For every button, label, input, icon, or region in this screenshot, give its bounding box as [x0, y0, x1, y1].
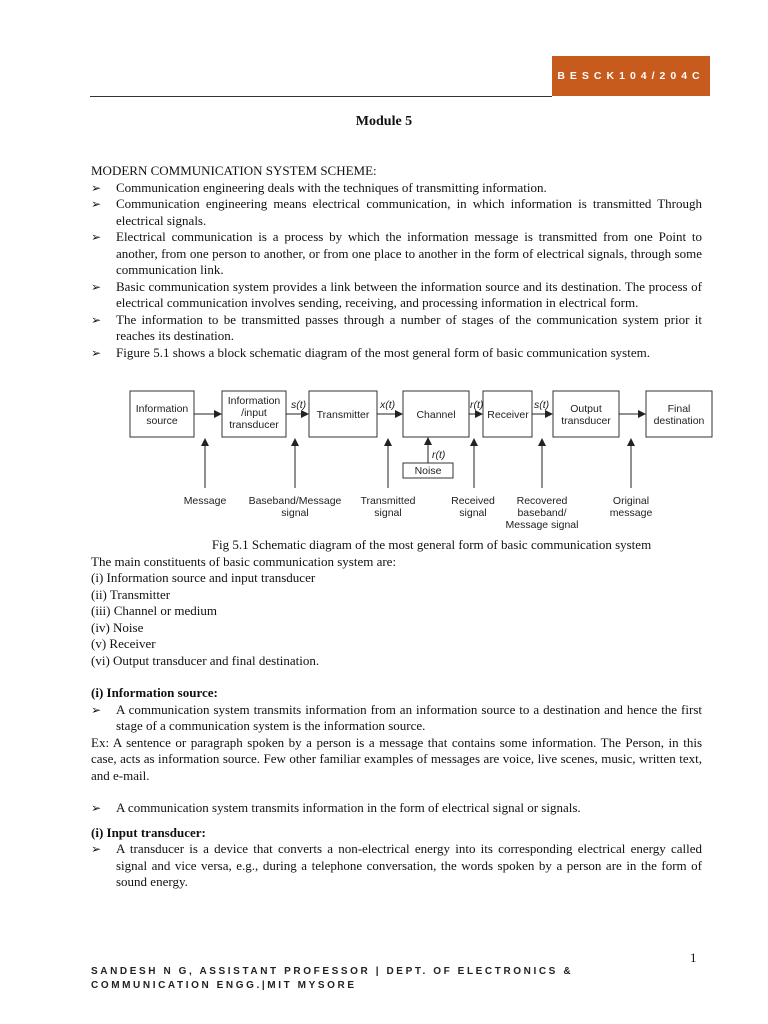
signal-label: s(t): [291, 399, 307, 411]
block-label: Final: [667, 403, 691, 415]
arrow-bullet-icon: ➢: [91, 180, 102, 195]
example-paragraph: Ex: A sentence or paragraph spoken by a person is a message that contains some information. The Person, in this case, acts as information source. Few other familiar examples of messages are voice, live scenes, music, written text, and e-mail.: [91, 734, 702, 783]
block-label: transducer: [561, 415, 611, 427]
bullet-item: ➢ A transducer is a device that converts a non-electrical energy into its corresponding electrical energy called signal and vice versa, e.g., during a telephone conversation, the words spoken by a person are in the form of sound energy.: [91, 841, 702, 889]
bottom-label: Message signal: [505, 519, 579, 531]
signal-label: s(t): [534, 399, 550, 411]
block-label: Channel: [416, 409, 456, 421]
section-heading: (i) Information source:: [91, 685, 218, 700]
course-code-badge: BESCK104/204C: [552, 56, 710, 96]
block-label: source: [146, 415, 178, 427]
bottom-label: message: [609, 507, 653, 519]
page-title: Module 5: [355, 114, 413, 129]
noise-label: Noise: [414, 465, 442, 477]
bottom-label: Received: [451, 495, 495, 507]
bullet-item: ➢ Figure 5.1 shows a block schematic diagram of the most general form of basic communication system.: [91, 344, 650, 360]
bullet-item: ➢ Communication engineering means electrical communication, in which information is transmitted Through electrical signals.: [91, 196, 702, 228]
arrow-bullet-icon: ➢: [91, 842, 102, 856]
list-item: (iii) Channel or medium: [91, 603, 218, 618]
bottom-label: Transmitted: [360, 495, 416, 507]
header-rule: [90, 96, 552, 97]
block-label: /input: [241, 407, 267, 419]
page-number: 1: [690, 950, 697, 965]
list-item: (ii) Transmitter: [91, 586, 171, 602]
arrow-bullet-icon: ➢: [91, 702, 102, 717]
bullet-item: ➢ Basic communication system provides a link between the information source and its destination. The process of electrical communication involves sending, receiving, and processing information in electrical form.: [91, 278, 702, 310]
block-label: Information: [135, 403, 189, 415]
bottom-label: Recovered: [516, 495, 568, 507]
bullet-item: ➢ The information to be transmitted passes through a number of stages of the communication system prior it reaches its destination.: [91, 311, 702, 343]
list-item: (vi) Output transducer and final destination.: [91, 652, 320, 668]
block-diagram-figure: [91, 373, 705, 537]
figure-caption: Fig 5.1 Schematic diagram of the most general form of basic communication system: [211, 537, 652, 552]
bottom-label: Baseband/Message: [248, 495, 342, 507]
arrow-bullet-icon: ➢: [91, 230, 102, 244]
document-body: [91, 163, 705, 891]
signal-label: x(t): [380, 399, 396, 411]
bottom-label: signal: [374, 507, 402, 519]
block-label: Receiver: [487, 409, 529, 421]
bullet-item: ➢ A communication system transmits information from an information source to a destination and hence the first stage of a communication system is the information source.: [91, 701, 702, 733]
list-item: (i) Information source and input transducer: [91, 570, 316, 585]
bullet-item: ➢ Electrical communication is a process by which the information message is transmitted from one Point to another, from one person to another, or from one place to another in the form of electrical signals, through some communication link.: [91, 229, 702, 277]
signal-label: r(t): [432, 449, 446, 461]
block-label: destination: [653, 415, 705, 427]
arrow-bullet-icon: ➢: [91, 345, 102, 360]
arrow-bullet-icon: ➢: [91, 801, 102, 815]
bottom-label: baseband/: [517, 507, 567, 519]
list-item: (iv) Noise: [91, 619, 144, 635]
section-heading: MODERN COMMUNICATION SYSTEM SCHEME:: [91, 163, 377, 178]
block-diagram: [128, 373, 718, 537]
arrow-bullet-icon: ➢: [91, 312, 102, 327]
block-label: Information: [227, 395, 281, 407]
list-item: (v) Receiver: [91, 636, 156, 651]
bottom-label: signal: [281, 507, 309, 519]
arrow-bullet-icon: ➢: [91, 279, 102, 294]
bullet-item: ➢ Communication engineering deals with the techniques of transmitting information.: [91, 179, 547, 195]
bottom-label: signal: [459, 507, 487, 519]
block-label: transducer: [229, 419, 279, 431]
block-label: Transmitter: [316, 409, 370, 421]
bottom-label: Message: [183, 495, 227, 507]
block-label: Output: [570, 403, 602, 415]
bullet-item: ➢ A communication system transmits information in the form of electrical signal or signals.: [91, 800, 581, 815]
constituents-intro: The main constituents of basic communication system are:: [91, 553, 397, 569]
bottom-label: Original: [612, 495, 650, 507]
signal-label: r(t): [470, 399, 484, 411]
footer-author: SANDESH N G, ASSISTANT PROFESSOR | DEPT. OF ELECTRONICS & COMMUNICATION ENGG.|MIT MYSORE: [91, 966, 574, 991]
arrow-bullet-icon: ➢: [91, 197, 102, 211]
section-heading: (i) Input transducer:: [91, 824, 206, 840]
